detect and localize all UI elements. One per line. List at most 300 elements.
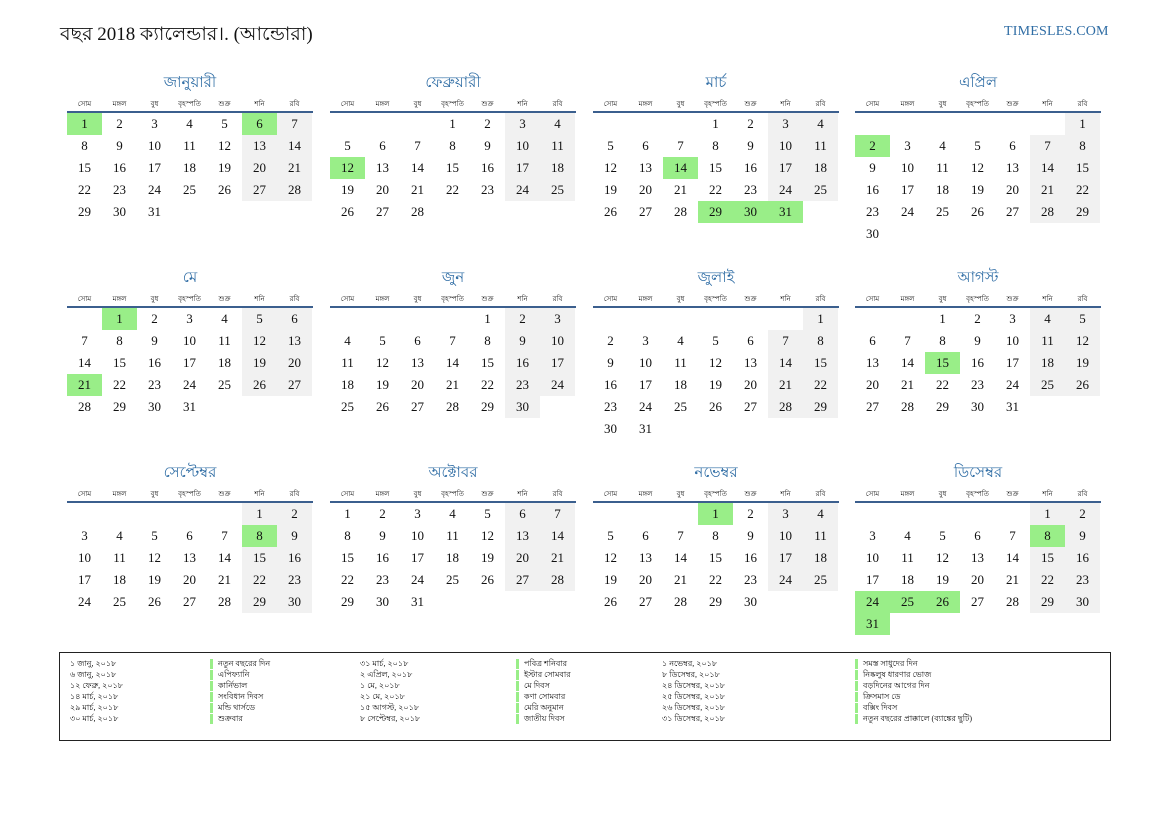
- day-cell: 26: [148, 594, 161, 609]
- day-cell: 30: [866, 226, 879, 241]
- weekday-label: সোম: [77, 295, 92, 303]
- holiday-day-cell: 29: [698, 201, 733, 223]
- day-cell: 19: [604, 182, 617, 197]
- day-cell: 20: [639, 572, 652, 587]
- day-cell: 24: [901, 204, 914, 219]
- day-cell: 26: [604, 594, 617, 609]
- day-cell: 12: [1065, 330, 1100, 352]
- day-cell: 7: [1009, 528, 1016, 543]
- day-cell: 13: [639, 550, 652, 565]
- month-name: নভেম্বর: [694, 465, 738, 481]
- weekday-label: রবি: [1077, 490, 1088, 498]
- day-cell: 3: [81, 528, 88, 543]
- day-cell: 14: [674, 550, 687, 565]
- day-cell: 17: [639, 377, 652, 392]
- weekday-label: রবি: [1077, 295, 1088, 303]
- weekday-header: [593, 294, 839, 304]
- day-cell: 4: [344, 333, 351, 348]
- day-cell: 9: [505, 330, 540, 352]
- weekday-label: বুধ: [938, 100, 947, 108]
- day-cell: 26: [218, 182, 231, 197]
- day-cell: 17: [411, 550, 424, 565]
- day-cell: 3: [768, 113, 803, 135]
- day-cell: 3: [768, 503, 803, 525]
- weekday-label: সোম: [340, 100, 355, 108]
- day-cell: 27: [866, 399, 879, 414]
- day-cell: 11: [446, 528, 459, 543]
- month-name: ডিসেম্বর: [953, 465, 1003, 481]
- day-cell: 8: [344, 528, 351, 543]
- weekday-label: মঙ্গল: [375, 490, 390, 498]
- weekday-label: সোম: [865, 100, 880, 108]
- day-cell: 22: [709, 182, 722, 197]
- weekday-label: বৃহস্পতি: [178, 100, 201, 108]
- legend-holiday-name: পবিত্র শনিবার: [516, 659, 691, 669]
- day-cell: 16: [505, 352, 540, 374]
- day-cell: 11: [341, 355, 354, 370]
- day-cell: 2: [747, 116, 754, 131]
- day-cell: 18: [803, 157, 838, 179]
- month-block: [67, 72, 313, 219]
- weekday-label: বুধ: [150, 295, 159, 303]
- month-name: সেপ্টেম্বর: [163, 465, 217, 481]
- day-cell: 5: [242, 308, 277, 330]
- day-cell: 21: [446, 377, 459, 392]
- day-cell: 23: [971, 377, 984, 392]
- weekday-label: শুক্র: [744, 295, 757, 303]
- day-cell: 3: [151, 116, 158, 131]
- day-cell: 3: [904, 138, 911, 153]
- holiday-legend: [59, 652, 1111, 741]
- day-cell: 29: [113, 399, 126, 414]
- weekday-header: [855, 99, 1101, 109]
- weekday-label: বুধ: [413, 490, 422, 498]
- day-cell: 26: [1065, 374, 1100, 396]
- day-cell: 24: [540, 374, 575, 396]
- day-cell: 9: [116, 138, 123, 153]
- month-name: এপ্রিল: [958, 75, 998, 91]
- day-cell: 9: [747, 138, 754, 153]
- day-cell: 12: [936, 550, 949, 565]
- day-cell: 10: [768, 525, 803, 547]
- day-cell: 10: [78, 550, 91, 565]
- day-cell: 23: [604, 399, 617, 414]
- day-cell: 9: [607, 355, 614, 370]
- day-cell: 30: [113, 204, 126, 219]
- day-cell: 16: [866, 182, 879, 197]
- legend-date: ১ জানু, ২০১৮: [70, 659, 117, 668]
- day-cell: 15: [1030, 547, 1065, 569]
- day-cell: 26: [242, 374, 277, 396]
- day-cell: 19: [971, 182, 984, 197]
- day-cell: 13: [866, 355, 879, 370]
- day-cell: 16: [971, 355, 984, 370]
- day-cell: 2: [505, 308, 540, 330]
- legend-date: ২৯ মার্চ, ২০১৮: [70, 703, 119, 712]
- day-cell: 29: [78, 204, 91, 219]
- day-cell: 13: [411, 355, 424, 370]
- legend-date: ১২ ফেব্রু, ২০১৮: [70, 681, 123, 690]
- weekday-label: শুক্র: [481, 100, 494, 108]
- day-cell: 28: [768, 396, 803, 418]
- day-cell: 29: [341, 594, 354, 609]
- day-cell: 17: [540, 352, 575, 374]
- month-block: [855, 462, 1101, 631]
- month-block: [67, 462, 313, 609]
- day-cell: 2: [607, 333, 614, 348]
- weekday-label: রবি: [815, 295, 826, 303]
- holiday-day-cell: 25: [890, 591, 925, 613]
- day-cell: 31: [183, 399, 196, 414]
- weekday-label: মঙ্গল: [112, 100, 127, 108]
- brand-link[interactable]: TIMESLES.COM: [1004, 24, 1109, 39]
- weekday-label: শুক্র: [218, 295, 231, 303]
- legend-holiday-name: ক্রিসমাস ডে: [855, 692, 1030, 702]
- day-cell: 11: [901, 550, 914, 565]
- day-cell: 11: [540, 135, 575, 157]
- day-cell: 15: [242, 547, 277, 569]
- weekday-label: বুধ: [938, 490, 947, 498]
- day-cell: 12: [604, 550, 617, 565]
- day-cell: 29: [481, 399, 494, 414]
- day-cell: 3: [505, 113, 540, 135]
- day-cell: 9: [277, 525, 312, 547]
- weekday-label: শনি: [254, 100, 265, 108]
- day-cell: 9: [974, 333, 981, 348]
- day-cell: 27: [639, 594, 652, 609]
- weekday-label: রবি: [552, 100, 563, 108]
- weekday-label: বৃহস্পতি: [178, 295, 201, 303]
- day-cell: 26: [971, 204, 984, 219]
- month-name: জুন: [441, 270, 465, 286]
- weekday-label: বুধ: [413, 100, 422, 108]
- weekday-header: [67, 99, 313, 109]
- day-cell: 3: [540, 308, 575, 330]
- day-cell: 2: [277, 503, 312, 525]
- day-cell: 30: [148, 399, 161, 414]
- day-cell: 24: [505, 179, 540, 201]
- day-cell: 14: [540, 525, 575, 547]
- weekday-label: শুক্র: [744, 100, 757, 108]
- day-cell: 15: [446, 160, 459, 175]
- day-cell: 14: [768, 352, 803, 374]
- weekday-label: বুধ: [938, 295, 947, 303]
- day-cell: 24: [183, 377, 196, 392]
- day-cell: 17: [768, 547, 803, 569]
- day-cell: 1: [449, 116, 456, 131]
- day-cell: 29: [709, 594, 722, 609]
- day-cell: 18: [446, 550, 459, 565]
- page-title: বছর 2018 ক্যালেন্ডার।. (আন্ডোরা): [60, 24, 313, 45]
- day-cell: 12: [709, 355, 722, 370]
- legend-holiday-name: শুক্রবার: [210, 714, 385, 724]
- day-cell: 8: [449, 138, 456, 153]
- day-cell: 5: [607, 138, 614, 153]
- day-cell: 28: [446, 399, 459, 414]
- day-cell: 13: [183, 550, 196, 565]
- day-cell: 3: [642, 333, 649, 348]
- day-cell: 9: [151, 333, 158, 348]
- weekday-label: বুধ: [676, 100, 685, 108]
- weekday-header: [330, 294, 576, 304]
- legend-date: ৮ সেপ্টেম্বর, ২০১৮: [360, 714, 421, 723]
- weekday-label: শনি: [780, 100, 791, 108]
- legend-holiday-name: নতুন বছরের প্রাক্কালে (ব্যাঙ্কের ছুটি): [855, 714, 1030, 724]
- day-cell: 2: [116, 116, 123, 131]
- month-block: [330, 462, 576, 609]
- day-cell: 30: [1065, 591, 1100, 613]
- day-cell: 1: [1030, 503, 1065, 525]
- day-cell: 16: [277, 547, 312, 569]
- day-cell: 15: [709, 160, 722, 175]
- month-block: [330, 267, 576, 414]
- day-cell: 18: [113, 572, 126, 587]
- day-cell: 14: [1030, 157, 1065, 179]
- holiday-day-cell: 31: [855, 613, 890, 635]
- day-cell: 25: [1030, 374, 1065, 396]
- day-cell: 26: [376, 399, 389, 414]
- day-cell: 14: [901, 355, 914, 370]
- day-cell: 24: [411, 572, 424, 587]
- day-cell: 15: [341, 550, 354, 565]
- day-cell: 7: [449, 333, 456, 348]
- day-cell: 8: [1065, 135, 1100, 157]
- day-cell: 14: [411, 160, 424, 175]
- day-cell: 16: [744, 550, 757, 565]
- holiday-day-cell: 15: [925, 352, 960, 374]
- day-cell: 12: [604, 160, 617, 175]
- legend-holiday-name: মেরি অনুমান: [516, 703, 691, 713]
- day-cell: 18: [936, 182, 949, 197]
- legend-date: ১৫ আগস্ট, ২০১৮: [360, 703, 420, 712]
- weekday-header: [855, 489, 1101, 499]
- day-cell: 15: [481, 355, 494, 370]
- day-cell: 29: [803, 396, 838, 418]
- day-cell: 11: [936, 160, 949, 175]
- weekday-label: শনি: [254, 295, 265, 303]
- day-cell: 20: [376, 182, 389, 197]
- day-cell: 27: [376, 204, 389, 219]
- day-cell: 23: [1065, 569, 1100, 591]
- legend-date: ২৪ ডিসেম্বর, ২০১৮: [662, 681, 725, 690]
- day-cell: 22: [481, 377, 494, 392]
- weekday-label: শনি: [1042, 490, 1053, 498]
- day-cell: 9: [484, 138, 491, 153]
- day-cell: 22: [446, 182, 459, 197]
- holiday-day-cell: 30: [733, 201, 768, 223]
- day-cell: 19: [376, 377, 389, 392]
- weekday-label: বৃহস্পতি: [704, 100, 727, 108]
- holiday-day-cell: 6: [242, 113, 277, 135]
- day-cell: 21: [674, 182, 687, 197]
- day-cell: 26: [604, 204, 617, 219]
- weekday-label: বৃহস্পতি: [966, 100, 989, 108]
- legend-holiday-name: মন্ডি থার্সডে: [210, 703, 385, 713]
- legend-holiday-name: ইস্টার সোমবার: [516, 670, 691, 680]
- day-cell: 16: [744, 160, 757, 175]
- holiday-day-cell: 1: [67, 113, 102, 135]
- day-cell: 17: [768, 157, 803, 179]
- weekday-label: বুধ: [150, 490, 159, 498]
- day-cell: 24: [768, 179, 803, 201]
- weekday-label: শুক্র: [218, 100, 231, 108]
- day-cell: 20: [1006, 182, 1019, 197]
- day-cell: 11: [183, 138, 196, 153]
- weekday-label: সোম: [865, 490, 880, 498]
- weekday-label: শনি: [1042, 295, 1053, 303]
- day-cell: 26: [709, 399, 722, 414]
- day-cell: 22: [113, 377, 126, 392]
- day-cell: 23: [148, 377, 161, 392]
- day-cell: 6: [747, 333, 754, 348]
- legend-holiday-name: এপিফ্যানি: [210, 670, 385, 680]
- day-cell: 25: [803, 569, 838, 591]
- day-cell: 4: [1030, 308, 1065, 330]
- day-cell: 5: [607, 528, 614, 543]
- day-cell: 23: [866, 204, 879, 219]
- legend-holiday-name: কণা সোমবার: [516, 692, 691, 702]
- day-cell: 7: [677, 528, 684, 543]
- weekday-label: বৃহস্পতি: [441, 100, 464, 108]
- day-cell: 30: [505, 396, 540, 418]
- day-cell: 17: [866, 572, 879, 587]
- day-cell: 23: [505, 374, 540, 396]
- weekday-label: সোম: [603, 295, 618, 303]
- day-cell: 29: [242, 591, 277, 613]
- legend-holiday-name: নিষ্কলুষ ধারণার ভোজ: [855, 670, 1030, 680]
- day-cell: 10: [540, 330, 575, 352]
- day-cell: 12: [242, 330, 277, 352]
- day-cell: 27: [1006, 204, 1019, 219]
- day-cell: 22: [341, 572, 354, 587]
- day-cell: 8: [803, 330, 838, 352]
- month-block: [593, 462, 839, 609]
- day-cell: 13: [1006, 160, 1019, 175]
- day-cell: 4: [116, 528, 123, 543]
- day-cell: 1: [1065, 113, 1100, 135]
- legend-date: ৩১ ডিসেম্বর, ২০১৮: [662, 714, 725, 723]
- day-cell: 4: [221, 311, 228, 326]
- legend-date: ৮ ডিসেম্বর, ২০১৮: [662, 670, 720, 679]
- month-block: [330, 72, 576, 219]
- weekday-label: বৃহস্পতি: [966, 490, 989, 498]
- day-cell: 10: [768, 135, 803, 157]
- day-cell: 23: [481, 182, 494, 197]
- day-cell: 27: [411, 399, 424, 414]
- holiday-day-cell: 2: [855, 135, 890, 157]
- day-cell: 17: [183, 355, 196, 370]
- day-cell: 10: [901, 160, 914, 175]
- weekday-label: সোম: [340, 295, 355, 303]
- weekday-label: বৃহস্পতি: [178, 490, 201, 498]
- day-cell: 28: [277, 179, 312, 201]
- day-cell: 2: [484, 116, 491, 131]
- weekday-label: সোম: [603, 490, 618, 498]
- weekday-label: রবি: [815, 490, 826, 498]
- weekday-label: মঙ্গল: [638, 100, 653, 108]
- day-cell: 30: [376, 594, 389, 609]
- weekday-label: সোম: [865, 295, 880, 303]
- day-cell: 12: [971, 160, 984, 175]
- day-cell: 19: [148, 572, 161, 587]
- day-cell: 10: [1006, 333, 1019, 348]
- day-cell: 15: [803, 352, 838, 374]
- day-cell: 21: [901, 377, 914, 392]
- month-name: মার্চ: [705, 75, 727, 91]
- day-cell: 7: [81, 333, 88, 348]
- weekday-label: শনি: [517, 295, 528, 303]
- day-cell: 28: [540, 569, 575, 591]
- month-name: মে: [182, 270, 198, 286]
- day-cell: 27: [971, 594, 984, 609]
- weekday-label: শনি: [780, 295, 791, 303]
- day-cell: 19: [709, 377, 722, 392]
- weekday-label: শনি: [517, 100, 528, 108]
- legend-holiday-name: সংবিধান দিবস: [210, 692, 385, 702]
- day-cell: 25: [218, 377, 231, 392]
- day-cell: 23: [277, 569, 312, 591]
- weekday-label: শনি: [1042, 100, 1053, 108]
- day-cell: 8: [712, 138, 719, 153]
- day-cell: 21: [1030, 179, 1065, 201]
- holiday-day-cell: 12: [330, 157, 365, 179]
- day-cell: 22: [242, 569, 277, 591]
- day-cell: 14: [218, 550, 231, 565]
- day-cell: 1: [484, 311, 491, 326]
- day-cell: 28: [674, 204, 687, 219]
- legend-holiday-name: বক্সিং দিবস: [855, 703, 1030, 713]
- day-cell: 31: [1006, 399, 1019, 414]
- day-cell: 19: [936, 572, 949, 587]
- day-cell: 28: [218, 594, 231, 609]
- day-cell: 11: [113, 550, 126, 565]
- day-cell: 29: [936, 399, 949, 414]
- day-cell: 21: [674, 572, 687, 587]
- day-cell: 24: [639, 399, 652, 414]
- month-name: ফেব্রুয়ারী: [425, 75, 481, 91]
- weekday-label: বৃহস্পতি: [441, 490, 464, 498]
- day-cell: 7: [677, 138, 684, 153]
- day-cell: 4: [677, 333, 684, 348]
- day-cell: 24: [1006, 377, 1019, 392]
- day-cell: 22: [936, 377, 949, 392]
- legend-date: ২১ মে, ২০১৮: [360, 692, 405, 701]
- day-cell: 2: [974, 311, 981, 326]
- day-cell: 2: [1065, 503, 1100, 525]
- day-cell: 18: [183, 160, 196, 175]
- day-cell: 13: [277, 330, 312, 352]
- day-cell: 14: [446, 355, 459, 370]
- weekday-label: সোম: [340, 490, 355, 498]
- day-cell: 19: [242, 352, 277, 374]
- day-cell: 4: [449, 506, 456, 521]
- day-cell: 5: [712, 333, 719, 348]
- weekday-label: বৃহস্পতি: [704, 490, 727, 498]
- day-cell: 2: [747, 506, 754, 521]
- day-cell: 19: [604, 572, 617, 587]
- day-cell: 13: [505, 525, 540, 547]
- day-cell: 10: [183, 333, 196, 348]
- weekday-label: রবি: [289, 490, 300, 498]
- holiday-day-cell: 26: [925, 591, 960, 613]
- weekday-label: শুক্র: [481, 295, 494, 303]
- day-cell: 17: [901, 182, 914, 197]
- day-cell: 21: [411, 182, 424, 197]
- weekday-label: রবি: [289, 295, 300, 303]
- day-cell: 27: [242, 179, 277, 201]
- day-cell: 12: [481, 528, 494, 543]
- weekday-label: রবি: [815, 100, 826, 108]
